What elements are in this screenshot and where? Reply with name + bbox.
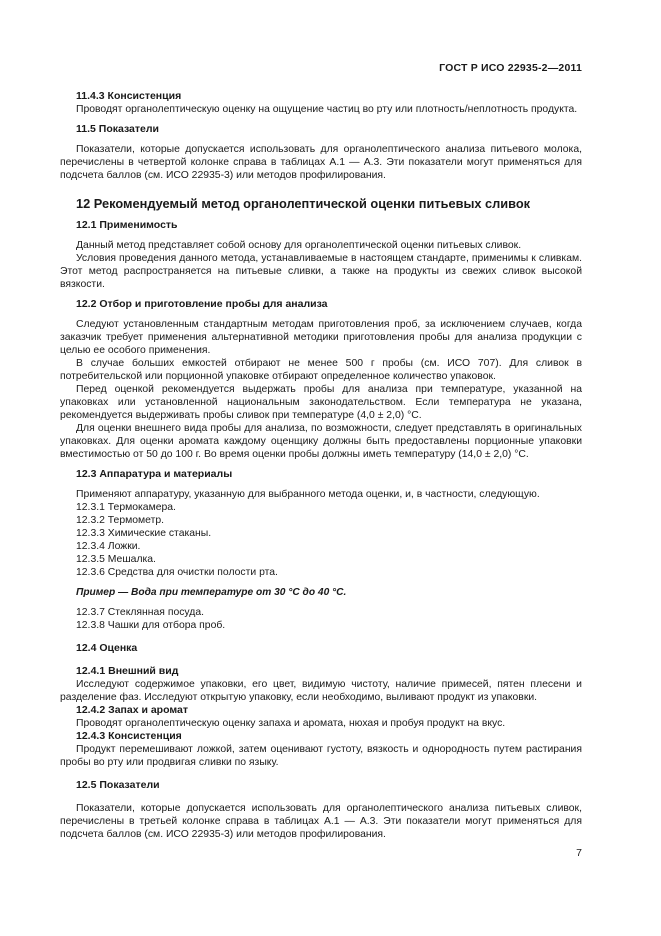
section-12-2-p4: Для оценки внешнего вида пробы для анализа, по возможности, следует представлять в оригинальных упаковках. Для оценки аромата каждому оценщику должны быть предоставлены порционные упаковки вместимостью от 50 до 100 г. Во время оценки пробы должны иметь температуру (14,0 ± 2,0) °С. [60,423,582,460]
list-item: 12.3.3 Химические стаканы. [76,528,212,539]
section-12-2-p1: Следуют установленным стандартным методам приготовления проб, за исключением случаев, когда заказчик требует применения альтернативной методики приготовления пробы для анализа продукции с целью ее особого применения. [60,319,582,356]
list-item: 12.3.5 Мешалка. [76,554,156,565]
list-item: 12.3.6 Средства для очистки полости рта. [76,567,278,578]
section-12-2-p3: Перед оценкой рекомендуется выдержать пробы для анализа при температуре, указанной на упаковках или установленной национальным законодательством. Если температура не указана, рекомендуется выдерживать пробы сливок при температуре (4,0 ± 2,0) °С. [60,384,582,421]
section-12-4-1-text: Исследуют содержимое упаковки, его цвет, видимую чистоту, наличие примесей, пятен плесени и разделение фаз. Исследуют открытую упаковку, если необходимо, выливают продукт из упаковки. [60,679,582,703]
section-11-4-3-title: 11.4.3 Консистенция [76,90,182,102]
section-12-4-2-title: 12.4.2 Запах и аромат [76,704,188,716]
page-content [60,90,582,841]
section-12-4-title: 12.4 Оценка [76,642,138,654]
section-12-1-p1: Данный метод представляет собой основу для органолептической оценки питьевых сливок. [76,240,522,251]
section-12-5-title: 12.5 Показатели [76,779,160,791]
section-12-2-title: 12.2 Отбор и приготовление пробы для анализа [76,298,328,310]
list-item: 12.3.4 Ложки. [76,541,141,552]
list-item: 12.3.8 Чашки для отбора проб. [76,620,226,631]
section-12-4-1-title: 12.4.1 Внешний вид [76,665,179,677]
section-12-3-intro: Применяют аппаратуру, указанную для выбранного метода оценки, и, в частности, следующую. [76,489,540,500]
section-12-1-p2: Условия проведения данного метода, устанавливаемые в настоящем стандарте, применимы к сливкам. Этот метод распространяется на питьевые сливки, а также на продукты из свежих сливок высокой вязкости. [60,253,582,290]
example-note: Пример — Вода при температуре от 30 °С до 40 °С. [76,587,347,598]
list-item: 12.3.2 Термометр. [76,515,165,526]
document-header: ГОСТ Р ИСО 22935-2—2011 [439,62,582,74]
section-12-1-title: 12.1 Применимость [76,219,178,231]
section-12-5-text: Показатели, которые допускается использовать для органолептического анализа питьевых сливок, перечислены в третьей колонке справа в таблицах А.1 — А.3. Эти показатели могут применяться для подсчета баллов (см. ИСО 22935-3) или методов профилирования. [60,803,582,840]
section-12-3-title: 12.3 Аппаратура и материалы [76,468,233,480]
section-11-5-text: Показатели, которые допускается использовать для органолептического анализа питьевого молока, перечислены в четвертой колонке справа в таблицах А.1 — А.3. Эти показатели могут применяться для подсчета баллов (см. ИСО 22935-3) или методов профилирования. [60,144,582,181]
section-12-4-3-title: 12.4.3 Консистенция [76,730,182,742]
section-12-2-p2: В случае больших емкостей отбирают не менее 500 г пробы (см. ИСО 707). Для сливок в потребительской или порционной упаковке отбирают определенное количество упаковок. [60,358,582,382]
list-item: 12.3.7 Стеклянная посуда. [76,607,205,618]
section-12-4-2-text: Проводят органолептическую оценку запаха и аромата, нюхая и пробуя продукт на вкус. [76,718,506,729]
section-12-title: 12 Рекомендуемый метод органолептической оценки питьевых сливок [76,196,531,211]
section-11-4-3-text: Проводят органолептическую оценку на ощущение частиц во рту или плотность/неплотность продукта. [76,104,578,115]
page-number: 7 [576,847,582,859]
list-item: 12.3.1 Термокамера. [76,502,176,513]
section-12-4-3-text: Продукт перемешивают ложкой, затем оценивают густоту, вязкость и однородность путем растирания пробы во рту или продвигая сливки по языку. [60,744,582,768]
section-11-5-title: 11.5 Показатели [76,123,159,135]
